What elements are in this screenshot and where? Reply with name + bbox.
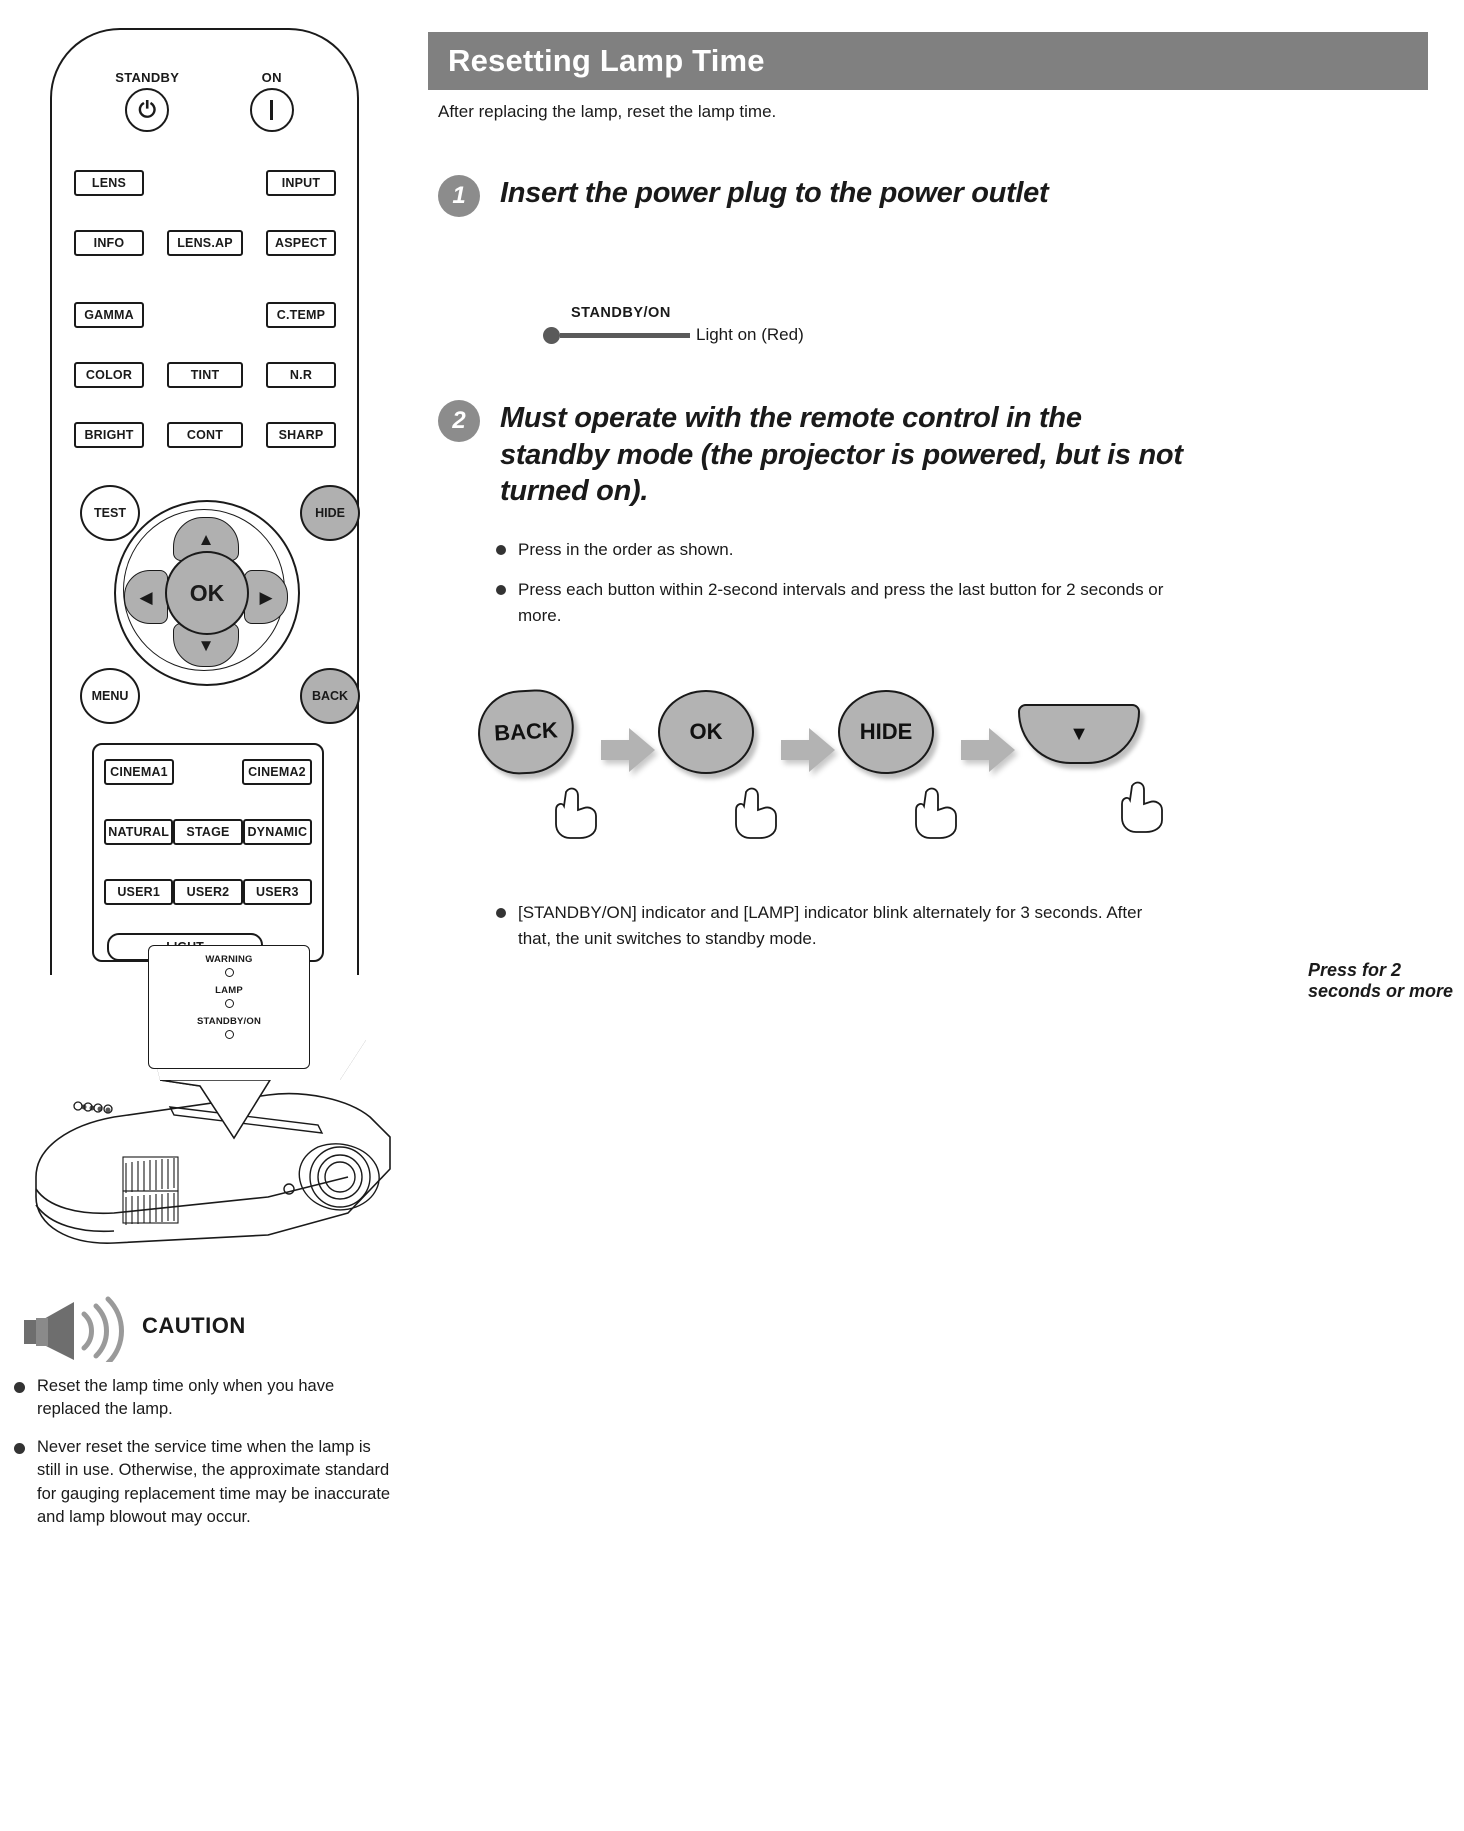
bullet-indicator-blink [496,900,1176,953]
standby-on-led-icon [225,1030,234,1039]
preset-row-3 [104,879,312,905]
preset-row-2 [104,819,312,845]
caution-item [14,1375,394,1422]
megaphone-icon [18,1290,128,1362]
seq-back-button[interactable]: BACK [476,688,576,777]
remote-key-row-3 [74,302,336,328]
bright-key[interactable]: BRIGHT [74,422,144,448]
warning-led-icon [225,968,234,977]
caution-item-text: Reset the lamp time only when you have replaced the lamp. [37,1377,335,1419]
sequence-arrow-2 [778,690,838,810]
menu-key[interactable]: MENU [80,668,140,724]
caution-item-text: Never reset the service time when the lamp is still in use. Otherwise, the approximate standard for gauging replacement time may be inaccurate and lamp blowout may occur. [37,1437,391,1527]
bullet-icon [496,585,506,595]
right-arrow-key[interactable]: ▶ [244,570,288,624]
press-duration-note: Press for 2 seconds or more [1308,960,1454,1001]
pointing-hand-icon [912,784,964,840]
cinema2-key[interactable]: CINEMA2 [242,759,312,785]
indicator-dot-icon [543,327,560,344]
indicator-standby-on [149,1016,309,1039]
leader-line [560,333,690,338]
lens-key[interactable]: LENS [74,170,144,196]
tint-key[interactable]: TINT [167,362,243,388]
cont-key[interactable]: CONT [167,422,243,448]
indicator-panel-callout [148,945,310,1069]
bullet-icon [14,1443,25,1454]
stage-key[interactable]: STAGE [173,819,242,845]
on-button-label: ON [261,70,282,85]
sequence-arrow-3 [958,690,1018,810]
indicator-lamp [149,985,309,1008]
info-key[interactable]: INFO [74,230,144,256]
caution-list [14,1375,394,1544]
pointing-hand-icon [732,784,784,840]
remote-control-body [50,28,359,975]
bullet-icon [496,545,506,555]
up-arrow-key[interactable]: ▲ [173,517,239,561]
standby-button[interactable] [115,70,179,132]
bullet-press-interval [496,577,1176,630]
natural-key[interactable]: NATURAL [104,819,173,845]
intro-text: After replacing the lamp, reset the lamp time. [438,102,777,121]
back-key[interactable]: BACK [300,668,360,724]
ctemp-key[interactable]: C.TEMP [266,302,336,328]
caution-title: CAUTION [142,1313,246,1338]
button-press-sequence [478,690,1158,810]
bullet-press-interval-text: Press each button within 2-second intervals and press the last button for 2 seconds or more. [518,580,1164,626]
lens-ap-key[interactable]: LENS.AP [167,230,243,256]
color-key[interactable]: COLOR [74,362,144,388]
caution-item [14,1436,394,1530]
step-2-text: Must operate with the remote control in the standby mode (the projector is powered, but is not turned on). [500,402,1183,508]
sequence-step-down [1018,690,1158,810]
indicator-lamp-label: LAMP [215,985,243,996]
preset-row-1 [104,759,312,785]
user2-key[interactable]: USER2 [173,879,242,905]
bullet-indicator-blink-text: [STANDBY/ON] indicator and [LAMP] indicator blink alternately for 3 seconds. After that, the unit switches to standby mode. [518,903,1143,949]
left-arrow-key[interactable]: ◀ [124,570,168,624]
step-1-number: 1 [438,175,480,217]
step-2 [438,400,1198,510]
bullet-icon [496,908,506,918]
pointing-hand-icon [1118,778,1170,834]
bullet-press-order-text: Press in the order as shown. [518,540,734,559]
step-1-text: Insert the power plug to the power outlet [500,177,1049,209]
standby-on-callout [543,305,804,345]
standby-on-label: STANDBY/ON [571,305,671,321]
remote-illustration-column [0,0,420,1831]
step-1 [438,175,1158,217]
cinema1-key[interactable]: CINEMA1 [104,759,174,785]
bullet-press-order [496,537,1176,563]
pointing-hand-icon [552,784,604,840]
sequence-step-ok [658,690,778,810]
remote-key-row-1 [74,170,336,196]
standby-button-label: STANDBY [115,70,180,85]
on-button[interactable] [250,70,294,132]
indicator-warning-label: WARNING [205,954,253,965]
seq-ok-button[interactable]: OK [658,690,754,774]
indicator-warning [149,954,309,977]
step-2-number: 2 [438,400,480,442]
hide-key[interactable]: HIDE [300,485,360,541]
preset-panel [92,743,324,962]
input-key[interactable]: INPUT [266,170,336,196]
sequence-step-back [478,690,598,810]
dpad-cluster [114,500,296,682]
nr-key[interactable]: N.R [266,362,336,388]
test-key[interactable]: TEST [80,485,140,541]
caution-header [18,1290,246,1362]
section-title-bar [428,32,1428,90]
sequence-step-hide [838,690,958,810]
user1-key[interactable]: USER1 [104,879,173,905]
remote-key-row-5 [74,422,336,448]
aspect-key[interactable]: ASPECT [266,230,336,256]
power-button-group [52,70,357,132]
standby-on-leader [543,325,804,345]
page-title: Resetting Lamp Time [448,43,765,78]
user3-key[interactable]: USER3 [243,879,312,905]
sequence-arrow-1 [598,690,658,810]
seq-down-button[interactable]: ▼ [1018,704,1140,764]
seq-hide-button[interactable]: HIDE [838,690,934,774]
on-bar-icon [250,88,294,132]
sharp-key[interactable]: SHARP [266,422,336,448]
down-arrow-key[interactable]: ▼ [173,623,239,667]
bullet-icon [14,1382,25,1393]
power-icon: ⏻ [125,88,169,132]
remote-key-row-4 [74,362,336,388]
lamp-led-icon [225,999,234,1008]
light-on-note: Light on (Red) [696,325,804,344]
gamma-key[interactable]: GAMMA [74,302,144,328]
remote-key-row-2 [74,230,336,256]
ok-key[interactable]: OK [165,551,249,635]
dynamic-key[interactable]: DYNAMIC [243,819,312,845]
indicator-standby-on-label: STANDBY/ON [196,1016,262,1027]
